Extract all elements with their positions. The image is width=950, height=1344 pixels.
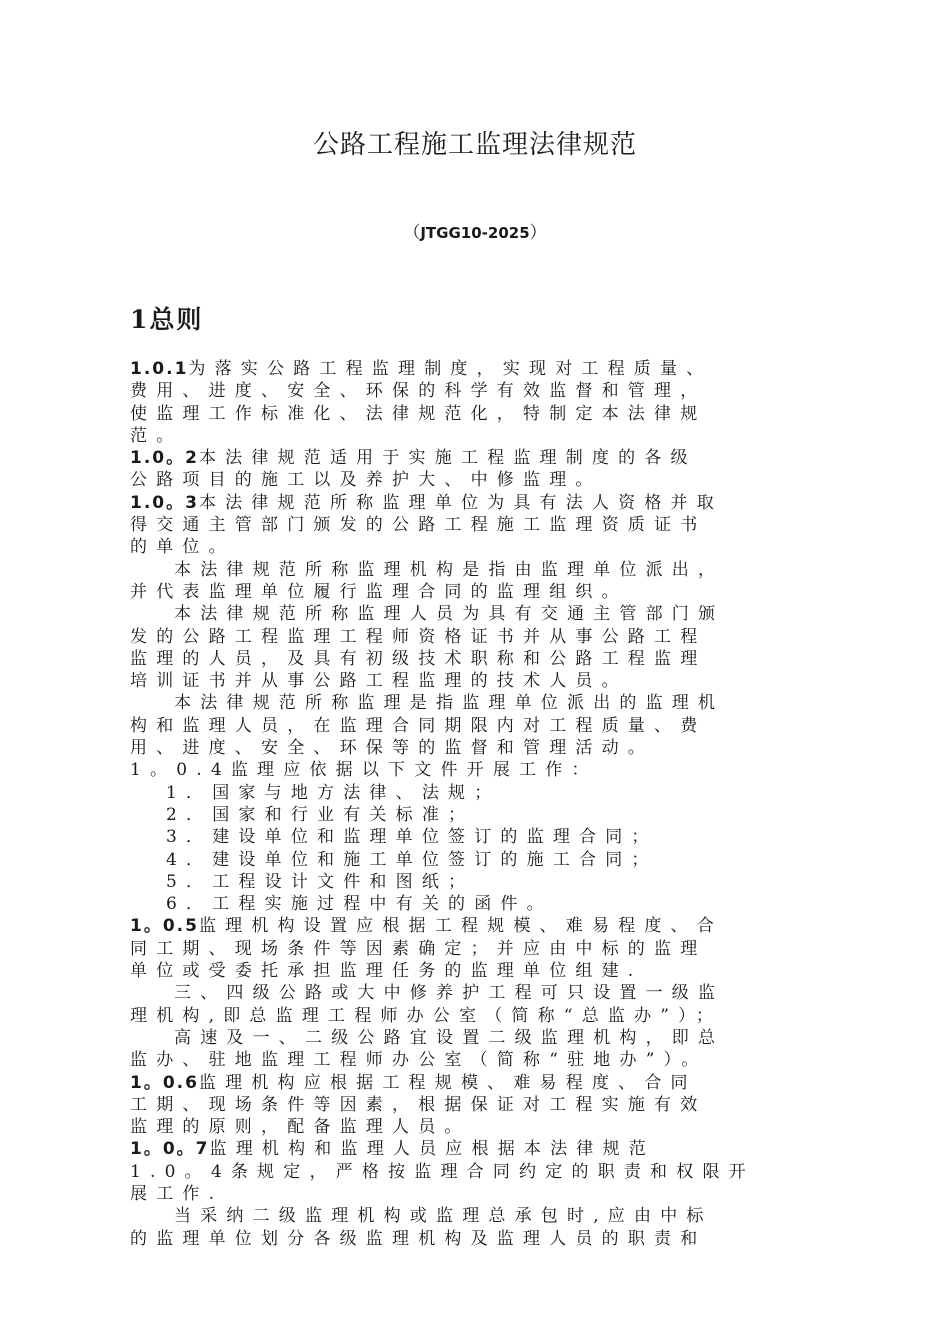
text-line <box>130 715 830 737</box>
text-line <box>130 492 830 514</box>
line-text: 本法律规范所称监理机构是指由监理单位派出， <box>174 559 725 580</box>
line-text: 为落实公路工程监理制度，实现对工程质量、 <box>188 359 713 379</box>
text-line <box>130 626 830 648</box>
text-line <box>130 1183 830 1205</box>
standard-code <box>0 218 950 243</box>
text-line <box>130 648 830 670</box>
line-text: 得交通主管部门颁发的公路工程施工监理资质证书 <box>130 515 707 536</box>
text-line <box>130 915 830 937</box>
line-text: 本法律规范适用于实施工程监理制度的各级 <box>198 448 697 469</box>
line-text: 并代表监理单位履行监理合同的监理组织。 <box>130 581 628 602</box>
line-text: 5．工程设计文件和图纸； <box>166 871 475 892</box>
text-line <box>130 737 830 759</box>
text-line <box>130 1072 830 1094</box>
line-text: 构和监理人员，在监理合同期限内对工程质量、费 <box>130 715 707 736</box>
text-line <box>130 1027 830 1049</box>
document-title: 公路工程施工监理法律规范 <box>312 130 637 160</box>
text-line <box>130 1049 830 1071</box>
text-line <box>130 469 830 491</box>
line-text: 本法律规范所称监理人员为具有交通主管部门颁 <box>174 604 725 625</box>
text-line <box>130 425 830 447</box>
line-text: 监理机构设置应根据工程规模、难易程度、合 <box>198 916 723 937</box>
clause-number: 1。0.6 <box>130 1072 199 1093</box>
clause-number: 1。0。7 <box>130 1139 210 1160</box>
clause-number: 1。0.5 <box>130 916 199 937</box>
line-text: 范。 <box>130 425 183 446</box>
text-line <box>130 804 830 826</box>
line-text: 当采纳二级监理机构或监理总承包时,应由中标 <box>174 1206 713 1227</box>
text-line <box>130 603 830 625</box>
line-text: 监理的人员，及具有初级技术职称和公路工程监理 <box>130 648 707 669</box>
text-line <box>130 1205 830 1227</box>
line-text: 用、进度、安全、环保等的监督和管理活动。 <box>130 738 654 759</box>
text-line <box>130 1005 830 1027</box>
line-text: 高速及一、二级公路宜设置二级监理机构，即总 <box>174 1027 725 1048</box>
text-line <box>130 893 830 915</box>
text-line <box>130 1116 830 1138</box>
line-text: 监办、驻地监理工程师办公室（简称“驻地办”）。 <box>130 1050 708 1071</box>
text-line <box>130 692 830 714</box>
code-open-paren: （ <box>403 223 421 243</box>
line-text: 监理机构和监理人员应根据本法律规范 <box>209 1139 655 1160</box>
line-text: 2．国家和行业有关标准； <box>166 804 475 825</box>
text-line <box>130 670 830 692</box>
line-text: 6．工程实施过程中有关的函件。 <box>166 894 553 915</box>
code-close-paren: ） <box>529 223 547 243</box>
line-text: 工期、现场条件等因素，根据保证对工程实施有效 <box>130 1094 707 1115</box>
text-line <box>130 826 830 848</box>
line-text: 1。0.4监理应依据以下文件开展工作： <box>130 760 598 781</box>
text-line <box>130 1228 830 1250</box>
text-line <box>130 358 830 380</box>
text-line <box>130 536 830 558</box>
text-line <box>130 581 830 603</box>
text-line <box>130 782 830 804</box>
text-line <box>130 1094 830 1116</box>
line-text: 4．建设单位和施工单位签订的施工合同； <box>166 849 658 870</box>
text-line <box>130 759 830 781</box>
clause-number: 1.0。3 <box>130 492 199 513</box>
text-line <box>130 514 830 536</box>
line-text: 本法律规范所称监理是指监理单位派出的监理机 <box>174 693 725 714</box>
clause-number: 1.0。2 <box>130 448 199 469</box>
text-line <box>130 960 830 982</box>
text-line <box>130 403 830 425</box>
text-line <box>130 982 830 1004</box>
line-text: 本法律规范所称监理单位为具有法人资格并取 <box>198 492 723 513</box>
line-text: 监理机构应根据工程规模、难易程度、合同 <box>198 1072 697 1093</box>
line-text: 使监理工作标准化、法律规范化，特制定本法律规 <box>130 403 707 424</box>
text-line <box>130 938 830 960</box>
body-text <box>130 358 830 1250</box>
line-text: 培训证书并从事公路工程监理的技术人员。 <box>130 671 628 692</box>
line-text: 1．国家与地方法律、法规； <box>166 782 501 803</box>
line-text: 单位或受委托承担监理任务的监理单位组建. <box>130 961 643 982</box>
line-text: 理机构,即总监理工程师办公室（简称“总监办”）； <box>130 1005 723 1026</box>
line-text: 费用、进度、安全、环保的科学有效监督和管理， <box>130 381 707 402</box>
section-title: 1总则 <box>130 305 204 334</box>
clause-number: 1.0.1 <box>130 359 189 379</box>
line-text: 同工期、现场条件等因素确定；并应由中标的监理 <box>130 938 707 959</box>
text-line <box>130 447 830 469</box>
text-line <box>130 380 830 402</box>
line-text: 发的公路工程监理工程师资格证书并从事公路工程 <box>130 626 707 647</box>
line-text: 的单位。 <box>130 537 235 558</box>
line-text: 公路项目的施工以及养护大、中修监理。 <box>130 470 602 491</box>
line-text: 1.0。4条规定，严格按监理合同约定的职责和权限开 <box>130 1161 755 1182</box>
text-line <box>130 849 830 871</box>
line-text: 的监理单位划分各级监理机构及监理人员的职责和 <box>130 1228 707 1249</box>
text-line <box>130 559 830 581</box>
text-line <box>130 871 830 893</box>
code-number: JTGG10-2025 <box>420 224 530 242</box>
line-text: 3．建设单位和监理单位签订的监理合同； <box>166 827 658 848</box>
line-text: 展工作. <box>130 1183 224 1204</box>
line-text: 监理的原则，配备监理人员。 <box>130 1117 471 1138</box>
text-line <box>130 1161 830 1183</box>
line-text: 三、四级公路或大中修养护工程可只设置一级监 <box>174 983 725 1004</box>
text-line <box>130 1138 830 1160</box>
